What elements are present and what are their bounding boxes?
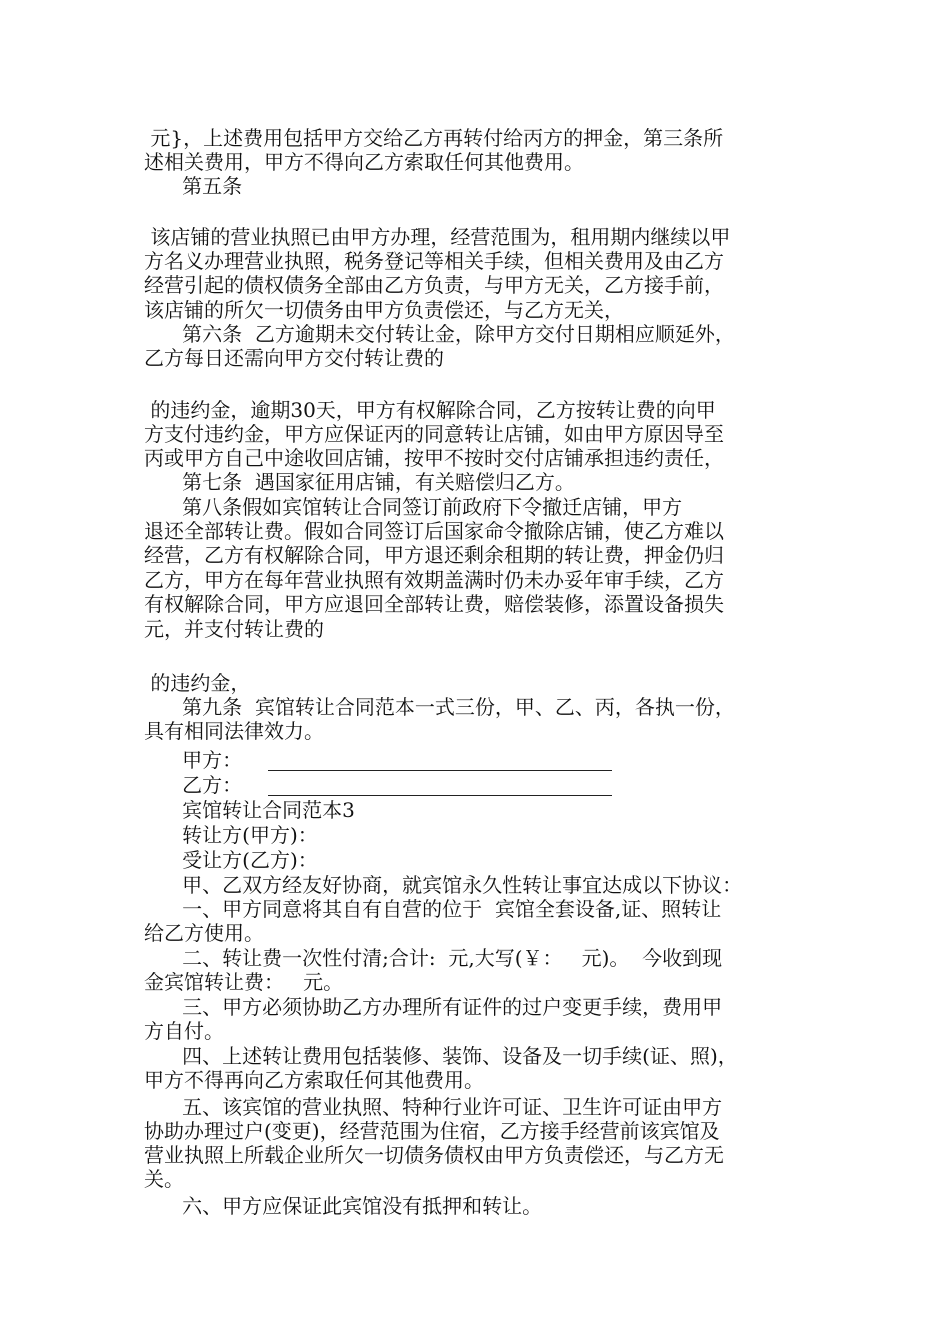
text-line: 退还全部转让费。假如合同签订后国家命令撤除店铺，使乙方难以 bbox=[144, 519, 724, 543]
text-line: 第九条 宾馆转让合同范本一式三份，甲、乙、丙，各执一份， bbox=[144, 695, 735, 719]
text-line: 第八条假如宾馆转让合同签订前政府下令撤迁店铺，甲方 bbox=[144, 495, 683, 519]
text-line: 一、甲方同意将其自有自营的位于 宾馆全套设备,证、照转让 bbox=[144, 897, 722, 921]
text-line: 丙或甲方自己中途收回店铺，按甲不按时交付店铺承担违约责任， bbox=[144, 446, 724, 470]
text-line: 该店铺的所欠一切债务由甲方负责偿还，与乙方无关， bbox=[144, 298, 624, 322]
text-line: 具有相同法律效力。 bbox=[144, 719, 324, 743]
text-line: 述相关费用，甲方不得向乙方索取任何其他费用。 bbox=[144, 150, 584, 174]
text-line: 三、甲方必须协助乙方办理所有证件的过户变更手续，费用甲 bbox=[144, 995, 723, 1019]
section-title: 宾馆转让合同范本3 bbox=[144, 798, 355, 822]
transferee-label: 受让方(乙方)： bbox=[144, 848, 318, 872]
text-line: 元}，上述费用包括甲方交给乙方再转付给丙方的押金，第三条所 bbox=[144, 126, 724, 150]
text-line: 关。 bbox=[144, 1167, 184, 1191]
text-line: 的违约金，逾期30天，甲方有权解除合同，乙方按转让费的向甲 bbox=[144, 398, 716, 422]
party-a-label: 甲方： bbox=[144, 748, 243, 772]
party-b-label: 乙方： bbox=[144, 773, 243, 797]
text-line: 甲方不得再向乙方索取任何其他费用。 bbox=[144, 1068, 484, 1092]
text-line: 六、甲方应保证此宾馆没有抵押和转让。 bbox=[144, 1194, 543, 1218]
text-line: 元，并支付转让费的 bbox=[144, 617, 324, 641]
transferor-label: 转让方(甲方)： bbox=[144, 823, 318, 847]
text-line: 给乙方使用。 bbox=[144, 921, 264, 945]
party-b-signature-line bbox=[268, 795, 612, 796]
text-line: 四、上述转让费用包括装修、装饰、设备及一切手续(证、照)， bbox=[144, 1044, 738, 1068]
text-line: 甲、乙双方经友好协商，就宾馆永久性转让事宜达成以下协议： bbox=[144, 873, 743, 897]
text-line: 金宾馆转让费： 元。 bbox=[144, 970, 344, 994]
text-line: 乙方，甲方在每年营业执照有效期盖满时仍未办妥年审手续，乙方 bbox=[144, 568, 724, 592]
text-line: 该店铺的营业执照已由甲方办理，经营范围为，租用期内继续以甲 bbox=[144, 225, 731, 249]
text-line: 经营，乙方有权解除合同，甲方退还剩余租期的转让费，押金仍归 bbox=[144, 543, 724, 567]
text-line: 方自付。 bbox=[144, 1019, 224, 1043]
text-line: 经营引起的债权债务全部由乙方负责，与甲方无关，乙方接手前， bbox=[144, 273, 724, 297]
party-a-signature-line bbox=[268, 770, 612, 771]
text-line: 第六条 乙方逾期未交付转让金，除甲方交付日期相应顺延外， bbox=[144, 322, 735, 346]
text-line: 营业执照上所载企业所欠一切债务债权由甲方负责偿还，与乙方无 bbox=[144, 1143, 724, 1167]
article-heading: 第五条 bbox=[144, 174, 243, 198]
text-line: 五、该宾馆的营业执照、特种行业许可证、卫生许可证由甲方 bbox=[144, 1095, 723, 1119]
text-line: 方名义办理营业执照，税务登记等相关手续，但相关费用及由乙方 bbox=[144, 249, 724, 273]
text-line: 的违约金， bbox=[144, 671, 251, 695]
text-line: 协助办理过户(变更)，经营范围为住宿，乙方接手经营前该宾馆及 bbox=[144, 1119, 720, 1143]
text-line: 方支付违约金，甲方应保证丙的同意转让店铺，如由甲方原因导至 bbox=[144, 422, 724, 446]
text-line: 第七条 遇国家征用店铺，有关赔偿归乙方。 bbox=[144, 470, 575, 494]
text-line: 乙方每日还需向甲方交付转让费的 bbox=[144, 346, 444, 370]
text-line: 有权解除合同，甲方应退回全部转让费，赔偿装修，添置设备损失 bbox=[144, 592, 724, 616]
text-line: 二、转让费一次性付清;合计: 元,大写(￥： 元)。 今收到现 bbox=[144, 946, 723, 970]
